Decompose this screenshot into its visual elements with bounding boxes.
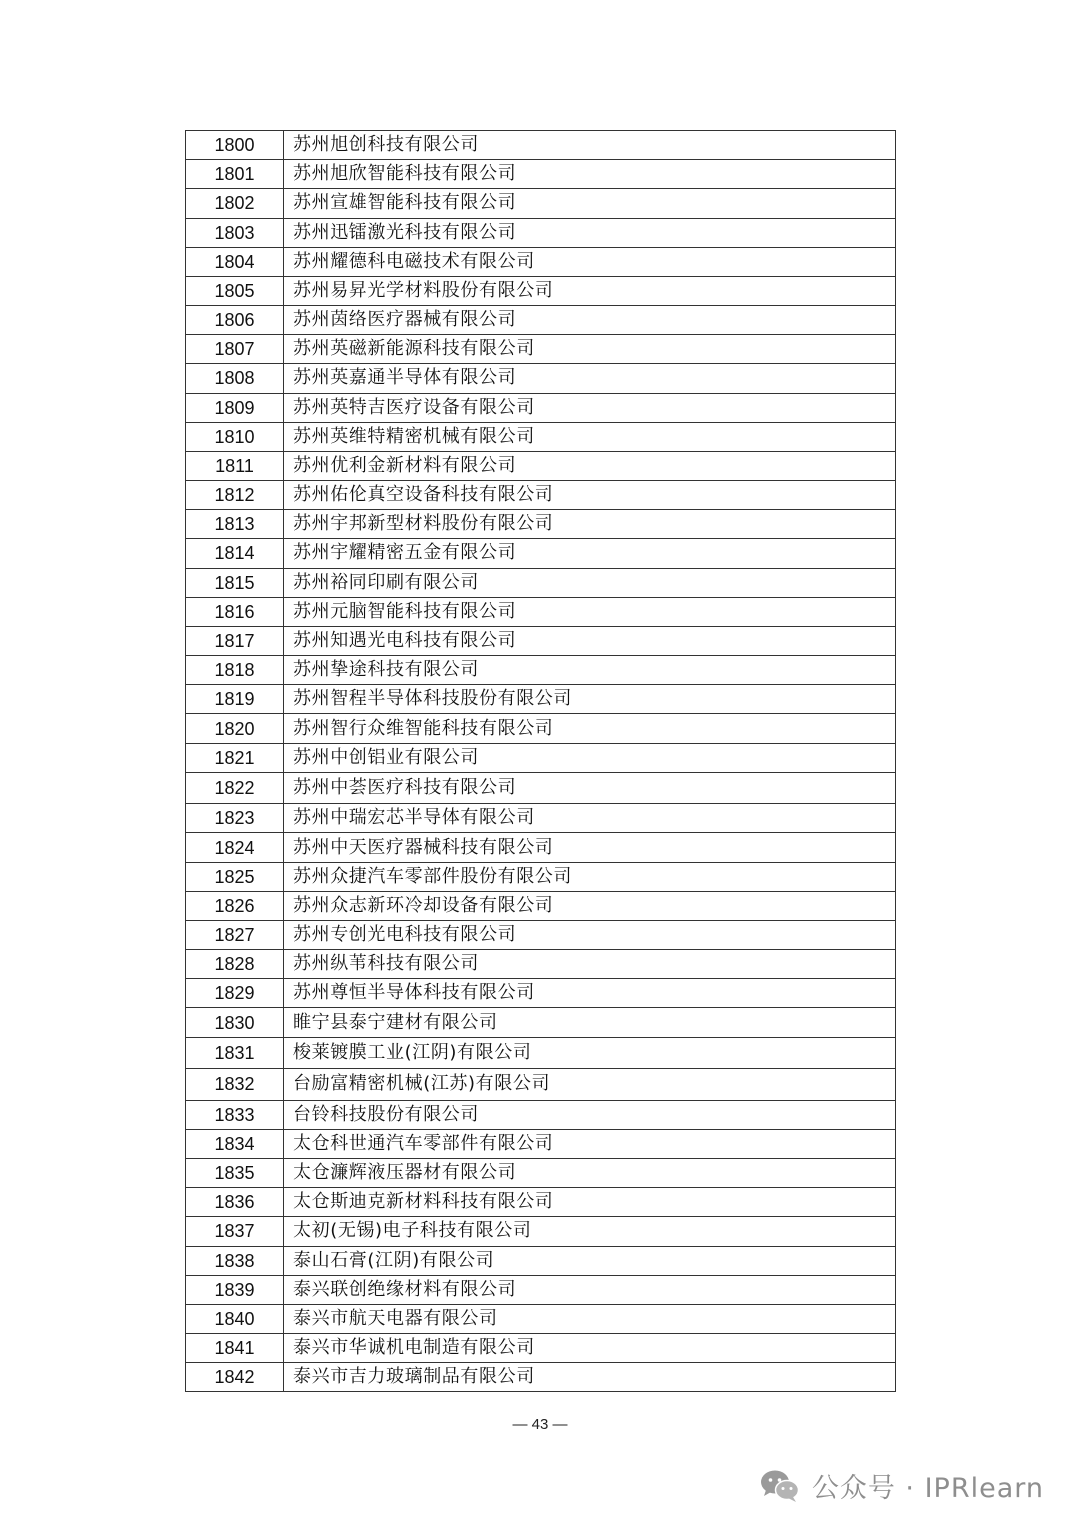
company-name: 台铃科技股份有限公司 xyxy=(284,1100,896,1129)
table-row xyxy=(186,510,896,539)
row-number: 1817 xyxy=(186,626,284,655)
company-name: 苏州易昇光学材料股份有限公司 xyxy=(284,276,896,305)
company-list-body xyxy=(186,131,896,1392)
company-name: 苏州迅镭激光科技有限公司 xyxy=(284,218,896,247)
table-row xyxy=(186,1363,896,1392)
company-name: 苏州英维特精密机械有限公司 xyxy=(284,422,896,451)
row-number: 1818 xyxy=(186,656,284,685)
company-name: 太仓斯迪克新材料科技有限公司 xyxy=(284,1188,896,1217)
row-number: 1831 xyxy=(186,1037,284,1069)
table-row xyxy=(186,1069,896,1101)
row-number: 1804 xyxy=(186,247,284,276)
row-number: 1800 xyxy=(186,131,284,160)
row-number: 1806 xyxy=(186,306,284,335)
company-name: 太仓科世通汽车零部件有限公司 xyxy=(284,1129,896,1158)
table-row xyxy=(186,950,896,979)
row-number: 1815 xyxy=(186,568,284,597)
row-number: 1823 xyxy=(186,804,284,833)
table-row xyxy=(186,743,896,772)
row-number: 1842 xyxy=(186,1363,284,1392)
company-name: 苏州中瑞宏芯半导体有限公司 xyxy=(284,804,896,833)
company-name: 苏州宇邦新型材料股份有限公司 xyxy=(284,510,896,539)
row-number: 1821 xyxy=(186,743,284,772)
row-number: 1840 xyxy=(186,1304,284,1333)
table-row xyxy=(186,1008,896,1037)
row-number: 1808 xyxy=(186,364,284,393)
table-row xyxy=(186,685,896,714)
table-row xyxy=(186,160,896,189)
table-row xyxy=(186,335,896,364)
table-row xyxy=(186,131,896,160)
row-number: 1819 xyxy=(186,685,284,714)
company-name: 苏州中荟医疗科技有限公司 xyxy=(284,772,896,804)
company-name: 苏州裕同印刷有限公司 xyxy=(284,568,896,597)
company-name: 苏州佑伦真空设备科技有限公司 xyxy=(284,481,896,510)
table-row xyxy=(186,1334,896,1363)
table-row xyxy=(186,306,896,335)
table-row xyxy=(186,597,896,626)
row-number: 1810 xyxy=(186,422,284,451)
company-name: 苏州宣雄智能科技有限公司 xyxy=(284,189,896,218)
company-name: 苏州挚途科技有限公司 xyxy=(284,656,896,685)
company-name: 苏州茵络医疗器械有限公司 xyxy=(284,306,896,335)
row-number: 1839 xyxy=(186,1275,284,1304)
table-row xyxy=(186,189,896,218)
table-row xyxy=(186,626,896,655)
watermark-text: 公众号 · IPRlearn xyxy=(811,1473,1044,1504)
table-row xyxy=(186,979,896,1008)
company-name: 泰兴市航天电器有限公司 xyxy=(284,1304,896,1333)
row-number: 1813 xyxy=(186,510,284,539)
company-name: 苏州中天医疗器械科技有限公司 xyxy=(284,833,896,862)
company-name: 太仓濂辉液压器材有限公司 xyxy=(284,1159,896,1188)
company-name: 苏州宇耀精密五金有限公司 xyxy=(284,539,896,568)
row-number: 1814 xyxy=(186,539,284,568)
table-row xyxy=(186,714,896,743)
row-number: 1830 xyxy=(186,1008,284,1037)
row-number: 1816 xyxy=(186,597,284,626)
table-row xyxy=(186,1217,896,1246)
company-name: 苏州众志新环冷却设备有限公司 xyxy=(284,891,896,920)
company-name: 台励富精密机械(江苏)有限公司 xyxy=(284,1069,896,1101)
row-number: 1801 xyxy=(186,160,284,189)
watermark xyxy=(760,1466,1044,1505)
row-number: 1833 xyxy=(186,1100,284,1129)
table-row xyxy=(186,393,896,422)
table-row xyxy=(186,247,896,276)
row-number: 1802 xyxy=(186,189,284,218)
table-row xyxy=(186,276,896,305)
company-name: 太初(无锡)电子科技有限公司 xyxy=(284,1217,896,1246)
company-name: 梭莱镀膜工业(江阴)有限公司 xyxy=(284,1037,896,1069)
row-number: 1834 xyxy=(186,1129,284,1158)
table-row xyxy=(186,1037,896,1069)
row-number: 1820 xyxy=(186,714,284,743)
table-row xyxy=(186,1188,896,1217)
row-number: 1811 xyxy=(186,451,284,480)
table-row xyxy=(186,1129,896,1158)
company-name: 苏州英特吉医疗设备有限公司 xyxy=(284,393,896,422)
row-number: 1832 xyxy=(186,1069,284,1101)
table-row xyxy=(186,833,896,862)
table-row xyxy=(186,1275,896,1304)
company-name: 苏州元脑智能科技有限公司 xyxy=(284,597,896,626)
row-number: 1824 xyxy=(186,833,284,862)
company-name: 苏州智程半导体科技股份有限公司 xyxy=(284,685,896,714)
wechat-icon xyxy=(760,1469,800,1503)
row-number: 1827 xyxy=(186,920,284,949)
row-number: 1812 xyxy=(186,481,284,510)
company-name: 泰兴联创绝缘材料有限公司 xyxy=(284,1275,896,1304)
table-row xyxy=(186,1304,896,1333)
table-row xyxy=(186,364,896,393)
table-row xyxy=(186,422,896,451)
company-name: 苏州众捷汽车零部件股份有限公司 xyxy=(284,862,896,891)
row-number: 1825 xyxy=(186,862,284,891)
row-number: 1841 xyxy=(186,1334,284,1363)
table-row xyxy=(186,862,896,891)
page-number: — 43 — xyxy=(512,1416,568,1433)
row-number: 1805 xyxy=(186,276,284,305)
company-name: 泰山石膏(江阴)有限公司 xyxy=(284,1246,896,1275)
table-row xyxy=(186,451,896,480)
row-number: 1836 xyxy=(186,1188,284,1217)
row-number: 1837 xyxy=(186,1217,284,1246)
table-row xyxy=(186,891,896,920)
table-row xyxy=(186,218,896,247)
table-row xyxy=(186,920,896,949)
row-number: 1822 xyxy=(186,772,284,804)
company-name: 苏州旭欣智能科技有限公司 xyxy=(284,160,896,189)
table-row xyxy=(186,656,896,685)
company-name: 泰兴市吉力玻璃制品有限公司 xyxy=(284,1363,896,1392)
row-number: 1829 xyxy=(186,979,284,1008)
company-name: 苏州英嘉通半导体有限公司 xyxy=(284,364,896,393)
row-number: 1835 xyxy=(186,1159,284,1188)
company-name: 苏州专创光电科技有限公司 xyxy=(284,920,896,949)
table-row xyxy=(186,568,896,597)
company-name: 苏州耀德科电磁技术有限公司 xyxy=(284,247,896,276)
row-number: 1828 xyxy=(186,950,284,979)
company-name: 泰兴市华诚机电制造有限公司 xyxy=(284,1334,896,1363)
company-name: 苏州尊恒半导体科技有限公司 xyxy=(284,979,896,1008)
company-name: 苏州英磁新能源科技有限公司 xyxy=(284,335,896,364)
company-name: 苏州优利金新材料有限公司 xyxy=(284,451,896,480)
table-row xyxy=(186,1100,896,1129)
row-number: 1838 xyxy=(186,1246,284,1275)
company-name: 苏州中创铝业有限公司 xyxy=(284,743,896,772)
company-name: 苏州智行众维智能科技有限公司 xyxy=(284,714,896,743)
table-row xyxy=(186,539,896,568)
table-row xyxy=(186,772,896,804)
company-name: 睢宁县泰宁建材有限公司 xyxy=(284,1008,896,1037)
row-number: 1803 xyxy=(186,218,284,247)
company-name: 苏州纵苇科技有限公司 xyxy=(284,950,896,979)
company-name: 苏州知遇光电科技有限公司 xyxy=(284,626,896,655)
row-number: 1809 xyxy=(186,393,284,422)
table-row xyxy=(186,1159,896,1188)
row-number: 1807 xyxy=(186,335,284,364)
company-list-table xyxy=(185,130,896,1392)
table-row xyxy=(186,481,896,510)
table-row xyxy=(186,1246,896,1275)
row-number: 1826 xyxy=(186,891,284,920)
company-name: 苏州旭创科技有限公司 xyxy=(284,131,896,160)
table-row xyxy=(186,804,896,833)
